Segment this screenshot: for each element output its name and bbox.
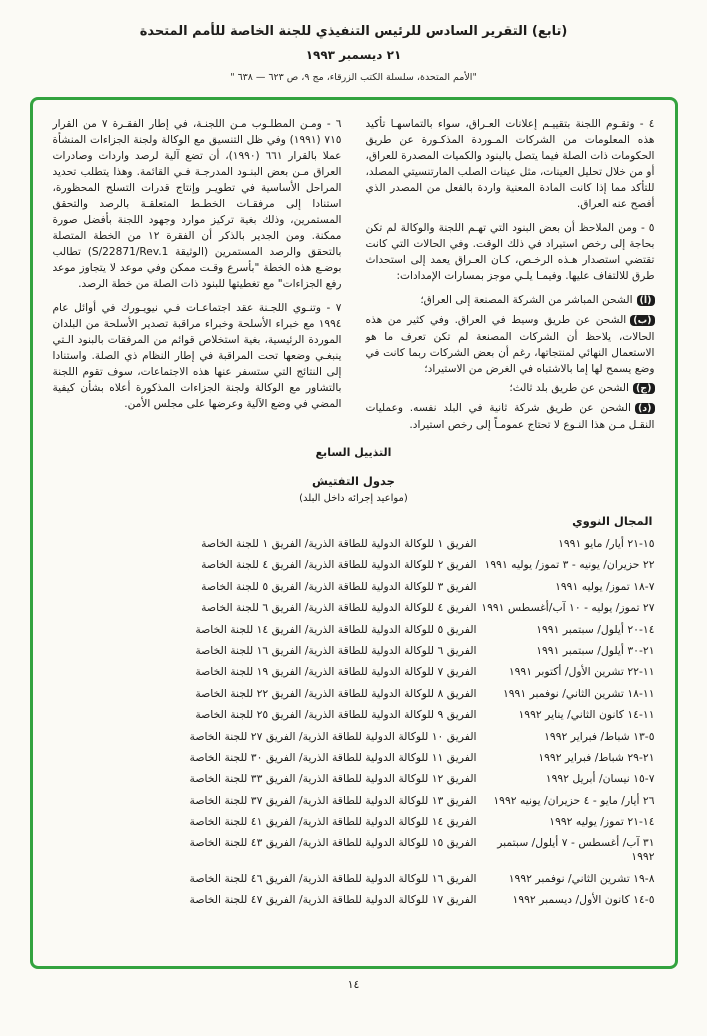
paragraph-6: ٦ - ومـن المطلـوب مـن اللجنـة، في إطار الفقـرة ٧ من القرار ٧١٥ (١٩٩١) وفي ظل التنسيق مع الوكالة ولجنة الجزاءات المنشأة عملا بالقرار ٦٦١ (١٩٩٠)، أن تضع آلية لرصد واردات وصادرات العراق مـن بعض البنـود المدرجـة فـي القائمة. وهذا يتطلب تحديد المراحل الأساسية في تطويـر وإنتاج قدرات التسلح المحظورة، استنادا إلى مرفقـات الخطـط المتعلقـة بالرصد والتحقق المستمرين، وذلك بغية تركيز موارد وجهود اللجنة بأفضل صورة ممكنة. ومن الجدير بالذكر أن الفقرة ١٢ من الخطة المتصلة بالتحقق والرصد المستمرين (الوثيقة S/22871/Rev.1) تطالب بوضـع هذه الخطة "بأسرع وقـت ممكن وفي موعد لا يتجاوز موعد رفع الجزاءات" مع تغطيتها للبنود ذات الصلة من خطة الرصد.	[52, 118, 342, 290]
inspection-date: ١٤-٢١ تموز/ يوليه ١٩٩٢	[549, 815, 655, 829]
source-citation: "الأمم المتحدة، سلسلة الكتب الزرقاء، مج ٩، ص ٦٢٣ — ٦٣٨ "	[230, 72, 477, 83]
inspection-date: ١٤-٢٠ أيلول/ سبتمبر ١٩٩١	[536, 622, 655, 636]
inspection-team: الفريق ٦ للوكالة الدولية للطاقة الذرية/ الفريق ١٦ للجنة الخاصة	[195, 643, 477, 657]
paragraph-7: ٧ - وتنـوي اللجـنة عقد اجتماعـات فـي نيويـورك في أوائل عام ١٩٩٤ مع خبراء الأسلحة وخبراء مراقبة تصدير الأسلحة من البلدان الموردة الرئيسية، بغية استخلاص قوائم من المرفقات بالبنود الـتي ينبغـي وضعها تحت المراقبة في إطار النظام ذي الصلة. واستنادا إلى النتائج التي ستسفر عنها هذه الاجتماعات، سوف تقوم اللجنة بالتشاور مع الوكالة ولجنة الجزاءات المذكورة أعلاه بشأن كيفية المضي في وضع الآلية وعرضها على مجلس الأمن.	[52, 302, 342, 410]
inspection-date: ٢٢ حزيران/ يونيه - ٣ تموز/ يوليه ١٩٩١	[484, 558, 655, 572]
item-text-d: الشحن عن طريق شركة ثانية في البلد نفسه. وعمليات النقـل مـن هذا النـوع لا تحتاج عمومـاً إلى رخص استيراد.	[365, 402, 655, 431]
inspection-team: الفريق ١٧ للوكالة الدولية للطاقة الذرية/ الفريق ٤٧ للجنة الخاصة	[189, 893, 477, 907]
inspection-team: الفريق ٢ للوكالة الدولية للطاقة الذرية/ الفريق ٤ للجنة الخاصة	[201, 558, 477, 572]
inspection-team: الفريق ١ للوكالة الدولية للطاقة الذرية/ الفريق ١ للجنة الخاصة	[201, 537, 477, 550]
inspection-team: الفريق ١٦ للوكالة الدولية للطاقة الذرية/ الفريق ٤٦ للجنة الخاصة	[189, 871, 477, 885]
column-right	[366, 116, 655, 436]
paragraph-4: ٤ - وتقـوم اللجنة بتقييـم إعلانات العـراق، سواء بالتماسهـا تأكيد هذه المعلومات من الشركات المـوردة المذكـورة عن طريق الحكومات ذات الصلة فيما يتصل بالبنود والكميات المصدرة للعراق، أو من خلال تحليل العينات، مثل عينات الصلب المارتنسيتي المصلد، للتأكد مما إذا كانت المادة المعنية واردة بالفعل من المصدر الذي أفصح عنه العراق.	[365, 118, 655, 210]
appendix-note: (مواعيد إجرائه داخل البلد)	[299, 493, 408, 504]
body-text-columns	[53, 116, 655, 436]
item-marker-b: (ب)	[630, 315, 654, 326]
schedule-row	[53, 794, 655, 808]
item-text-a: الشحن المباشر من الشركة المصنعة إلى العراق؛	[420, 294, 633, 306]
list-item-b	[366, 312, 655, 377]
page-footer	[0, 978, 707, 991]
inspection-date: ١١-١٨ تشرين الثاني/ نوفمبر ١٩٩١	[502, 686, 655, 700]
schedule-row	[53, 644, 655, 658]
item-marker-a: (أ)	[637, 295, 655, 306]
schedule-row	[53, 580, 655, 594]
schedule-row	[53, 601, 655, 615]
inspection-team: الفريق ٥ للوكالة الدولية للطاقة الذرية/ الفريق ١٤ للجنة الخاصة	[195, 622, 477, 636]
column-left	[53, 116, 342, 420]
schedule-row	[53, 730, 655, 744]
content-border-box	[30, 97, 678, 969]
inspection-team: الفريق ١٢ للوكالة الدولية للطاقة الذرية/ الفريق ٣٣ للجنة الخاصة	[189, 772, 477, 786]
schedule-row	[53, 872, 655, 886]
inspection-team: الفريق ١٠ للوكالة الدولية للطاقة الذرية/ الفريق ٢٧ للجنة الخاصة	[189, 729, 477, 743]
inspection-date: ٢٦ أيار/ مايو - ٤ حزيران/ يونيه ١٩٩٢	[493, 793, 655, 807]
page-number: ١٤	[347, 978, 360, 991]
schedule-row	[53, 815, 655, 829]
schedule-row	[53, 708, 655, 722]
inspection-date: ٢٧ تموز/ يوليه - ١٠ آب/أغسطس ١٩٩١	[481, 601, 655, 615]
inspection-date: ١٥-٢١ أيار/ مايو ١٩٩١	[558, 537, 655, 550]
item-text-c: الشحن عن طريق بلد ثالث؛	[509, 382, 629, 394]
section-heading-nuclear: المجال النووي	[572, 514, 653, 528]
inspection-team: الفريق ١٥ للوكالة الدولية للطاقة الذرية/ الفريق ٤٣ للجنة الخاصة	[189, 836, 477, 850]
item-marker-d: (د)	[635, 403, 655, 414]
inspection-team: الفريق ٩ للوكالة الدولية للطاقة الذرية/ الفريق ٢٥ للجنة الخاصة	[195, 708, 477, 722]
item-text-b: الشحن عن طريق وسيط في العراق. وفي كثير من هذه الحالات، يلاحظ أن الشركات المصنعة لم تكن تعرف ما هو الاستعمال النهائي لمنتجاتها، رغم أن بعض الشركات ربما كانت في وضع يسمح لها إما بالاشتباه في الغرض من الاستيراد؛	[365, 314, 655, 375]
inspection-team: الفريق ١٤ للوكالة الدولية للطاقة الذرية/ الفريق ٤١ للجنة الخاصة	[189, 815, 477, 829]
inspection-date: ٧-١٥ نيسان/ أبريل ١٩٩٢	[545, 772, 655, 786]
schedule-row	[53, 772, 655, 786]
schedule-row	[53, 623, 655, 637]
schedule-row	[53, 558, 655, 572]
inspection-team: الفريق ١٣ للوكالة الدولية للطاقة الذرية/ الفريق ٣٧ للجنة الخاصة	[189, 793, 477, 807]
inspection-date: ١١-١٤ كانون الثاني/ يناير ١٩٩٢	[518, 708, 655, 722]
schedule-row	[53, 893, 655, 907]
schedule-row	[53, 687, 655, 701]
inspection-date: ٢١-٢٩ شباط/ فبراير ١٩٩٢	[538, 750, 655, 764]
list-item-c	[366, 380, 655, 397]
inspection-team: الفريق ١١ للوكالة الدولية للطاقة الذرية/ الفريق ٣٠ للجنة الخاصة	[189, 750, 477, 764]
inspection-date: ٨-١٩ تشرين الثاني/ نوفمبر ١٩٩٢	[508, 871, 655, 885]
inspection-date: ٧-١٨ تموز/ يوليه ١٩٩١	[555, 579, 655, 593]
item-marker-c: (ج)	[633, 383, 655, 394]
report-date: ٢١ ديسمبر ١٩٩٣	[305, 48, 402, 62]
schedule-row	[53, 537, 655, 551]
document-header	[0, 0, 707, 83]
inspection-date: ١١-٢٢ تشرين الأول/ أكتوبر ١٩٩١	[508, 665, 655, 679]
inspection-date: ٣١ آب/ أغسطس - ٧ أيلول/ سبتمبر ١٩٩٢	[497, 836, 655, 864]
report-title: (تابع) التقرير السادس للرئيس التنفيذي للجنة الخاصة للأمم المتحدة	[139, 24, 568, 39]
inspection-date: ٥-١٣ شباط/ فبراير ١٩٩٢	[544, 729, 655, 743]
inspection-team: الفريق ٨ للوكالة الدولية للطاقة الذرية/ الفريق ٢٢ للجنة الخاصة	[195, 686, 477, 700]
inspection-team: الفريق ٤ للوكالة الدولية للطاقة الذرية/ الفريق ٦ للجنة الخاصة	[201, 601, 477, 615]
inspection-date: ٥-١٤ كانون الأول/ ديسمبر ١٩٩٢	[512, 893, 655, 907]
paragraph-5: ٥ - ومن الملاحظ أن بعض البنود التي تهـم اللجنة والوكالة لم تكن بحاجة إلى رخص استيراد في ذلك الوقت. وفي الحالات التي كانت تقتضي استصدار هـذه الرخـص، كـان العـراق يعمد إلى استحداث طرق للالتفاف عليها. وفيمـا يلـي موجز بمسارات الإمدادات:	[365, 222, 655, 282]
appendix-subtitle: جدول التفتيش	[312, 474, 395, 488]
list-item-d	[366, 400, 655, 433]
appendix-title: التذييل السابع	[315, 446, 392, 459]
inspection-team: الفريق ٣ للوكالة الدولية للطاقة الذرية/ الفريق ٥ للجنة الخاصة	[201, 579, 477, 593]
schedule-row	[53, 751, 655, 765]
inspection-schedule	[53, 537, 655, 907]
list-item-a	[366, 292, 655, 309]
schedule-row	[53, 665, 655, 679]
inspection-date: ٢١-٣٠ أيلول/ سبتمبر ١٩٩١	[536, 643, 655, 657]
inspection-team: الفريق ٧ للوكالة الدولية للطاقة الذرية/ الفريق ١٩ للجنة الخاصة	[195, 665, 477, 679]
schedule-row	[53, 836, 655, 864]
